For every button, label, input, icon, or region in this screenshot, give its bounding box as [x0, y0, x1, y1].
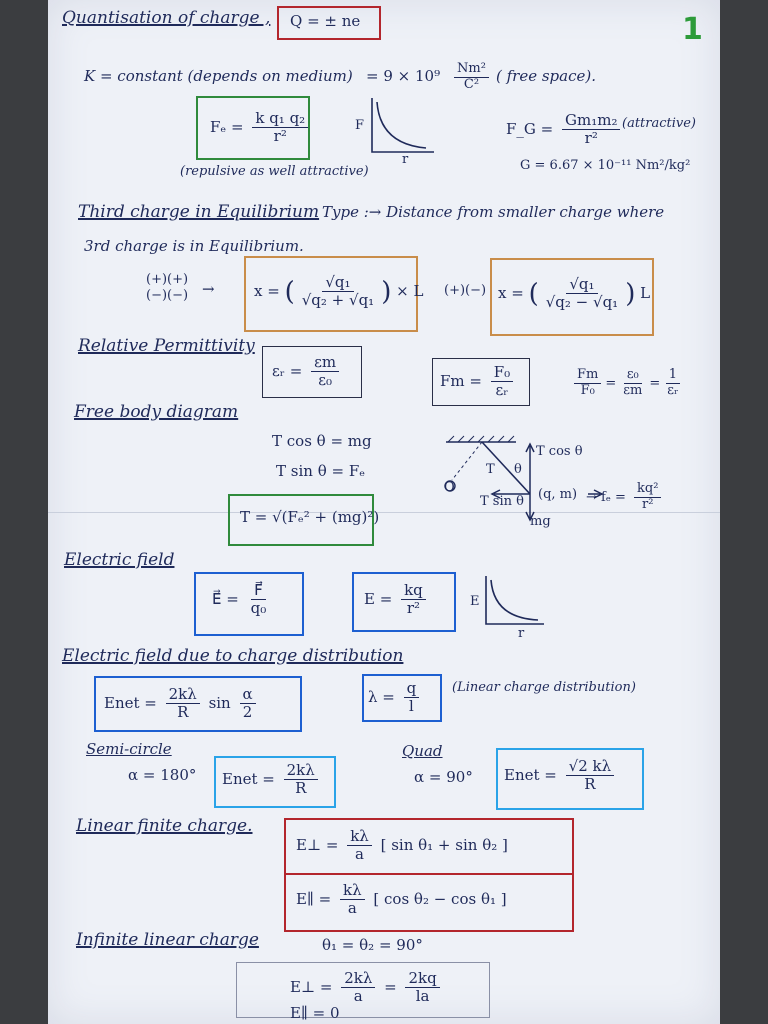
- fbd-fe-num: kq²: [634, 482, 661, 498]
- ratio-c-num: 1: [666, 368, 680, 384]
- quantization-heading: Quantisation of charge ,: [62, 8, 271, 28]
- finite-heading: Linear finite charge.: [76, 816, 253, 836]
- infinite-par: E∥ = 0: [290, 1004, 340, 1022]
- k-note: ( free space).: [496, 67, 597, 85]
- fg-lhs: F_G =: [506, 119, 554, 138]
- graph-f-y-label: F: [355, 118, 365, 133]
- graph-f-x-label: r: [402, 152, 409, 167]
- infinite-heading: Infinite linear charge: [76, 930, 259, 950]
- quantization-formula: Q = ± ne: [290, 12, 361, 30]
- fg-note: (attractive): [622, 116, 697, 131]
- field-num: F⃗: [251, 582, 266, 600]
- enet-sin: sin: [208, 693, 231, 712]
- enet-lhs: Enet =: [104, 693, 157, 712]
- enet-alpha-den: 2: [242, 703, 253, 722]
- er-num: εm: [311, 354, 339, 372]
- quad-enet-den: R: [584, 775, 596, 794]
- fg-den: r²: [584, 129, 598, 148]
- lambda-den: l: [409, 697, 414, 716]
- enet-alpha-num: α: [240, 686, 256, 704]
- enet-den: R: [177, 703, 189, 722]
- like-case-1: (+)(+): [146, 272, 189, 287]
- finite-divider: [286, 873, 572, 875]
- infinite-perp-num: 2kλ: [341, 970, 375, 988]
- g-value: G = 6.67 × 10⁻¹¹ Nm²/kg²: [520, 158, 691, 173]
- finite-perp-den: a: [355, 845, 364, 864]
- fbd-fe-den: r²: [642, 496, 654, 512]
- lambda-num: q: [404, 680, 420, 698]
- quad-enet-num: √2 kλ: [566, 758, 614, 776]
- ratio-a-den: F₀: [580, 382, 595, 398]
- ratio-a-num: Fm: [574, 368, 601, 384]
- infinite-eq: =: [384, 977, 397, 996]
- finite-par-lhs: E∥ =: [296, 889, 332, 908]
- k-unit-num: Nm²: [454, 62, 489, 78]
- infinite-theta: θ₁ = θ₂ = 90°: [322, 936, 423, 954]
- third-charge-type: Type :→ Distance from smaller charge where: [322, 203, 665, 221]
- field-heading: Electric field: [64, 550, 175, 570]
- fm-lhs: Fm =: [440, 371, 482, 390]
- fe-num: k q₁ q₂: [252, 110, 308, 128]
- fg-num: Gm₁m₂: [562, 112, 620, 130]
- field2-den: r²: [406, 599, 421, 618]
- like-case-2: (−)(−): [146, 288, 189, 303]
- er-den: ε₀: [318, 371, 332, 390]
- eq1-den: √q₂ + √q₁: [301, 291, 375, 310]
- label-mg: mg: [530, 514, 551, 529]
- eq2-den: √q₂ − √q₁: [545, 293, 619, 312]
- finite-perp-num: kλ: [347, 828, 372, 846]
- permittivity-heading: Relative Permittivity: [78, 336, 255, 356]
- unlike-case: (+)(−): [444, 283, 487, 298]
- finite-par-num: kλ: [340, 882, 365, 900]
- fbd-eq2: T sin θ = Fₑ: [276, 462, 366, 480]
- ratio-b-num: ε₀: [624, 368, 642, 384]
- eq2-lhs: x =: [498, 283, 524, 302]
- field2-num: kq: [401, 582, 426, 600]
- ratio-b-den: εm: [623, 382, 643, 398]
- finite-par-rhs: [ cos θ₂ − cos θ₁ ]: [373, 889, 507, 908]
- graph-e-x-label: r: [518, 626, 525, 641]
- label-tcos: T cos θ: [536, 444, 583, 459]
- quad-alpha: α = 90°: [414, 768, 473, 786]
- infinite-perp-num2: 2kq: [405, 970, 439, 988]
- field2-lhs: E =: [364, 589, 393, 608]
- finite-par-den: a: [347, 899, 357, 918]
- graph-e-y-label: E: [470, 594, 480, 609]
- semicircle-enet-num: 2kλ: [284, 762, 318, 780]
- semicircle-enet-den: R: [295, 779, 307, 798]
- lambda-note: (Linear charge distribution): [452, 680, 636, 695]
- semicircle-enet-lhs: Enet =: [222, 769, 275, 788]
- eq2-rhs: L: [640, 283, 651, 302]
- fe-note: (repulsive as well attractive): [180, 164, 369, 179]
- k-value: = 9 × 10⁹: [366, 67, 441, 85]
- enet-num: 2kλ: [166, 686, 200, 704]
- fm-num: F₀: [491, 364, 513, 382]
- fbd-fe-lhs: → fₑ =: [586, 489, 626, 505]
- k-unit-den: C²: [463, 76, 480, 92]
- distribution-heading: Electric field due to charge distribution: [62, 646, 404, 666]
- infinite-perp-den: a: [353, 987, 363, 1006]
- field-distance-graph: [482, 574, 548, 630]
- fe-lhs: Fₑ =: [210, 117, 244, 136]
- fe-den: r²: [273, 127, 287, 146]
- k-constant-label: K = constant (depends on medium): [84, 67, 353, 85]
- third-charge-heading: Third charge in Equilibrium: [78, 202, 320, 222]
- third-charge-line2: 3rd charge is in Equilibrium.: [84, 237, 304, 255]
- tension-formula: T = √(Fₑ² + (mg)²): [240, 508, 380, 526]
- label-T: T: [486, 462, 495, 477]
- lambda-lhs: λ =: [368, 687, 395, 706]
- infinite-perp-lhs: E⊥ =: [290, 977, 333, 996]
- eq1-lhs: x =: [254, 281, 280, 300]
- fbd-eq1: T cos θ = mg: [272, 432, 372, 450]
- eq1-rhs: × L: [396, 281, 424, 300]
- quad-enet-lhs: Enet =: [504, 765, 557, 784]
- page-number: 1: [682, 12, 703, 47]
- fbd-heading: Free body diagram: [74, 402, 239, 422]
- semicircle-heading: Semi-circle: [86, 740, 172, 758]
- eq2-num: √q₁: [566, 276, 597, 294]
- field-den: q₀: [250, 599, 267, 618]
- label-charge: (q, m): [538, 487, 578, 502]
- quad-heading: Quad: [402, 742, 443, 760]
- label-o: O: [444, 480, 455, 495]
- finite-perp-lhs: E⊥ =: [296, 835, 339, 854]
- infinite-perp-den2: la: [415, 987, 430, 1006]
- semicircle-alpha: α = 180°: [128, 766, 197, 784]
- field-lhs: E⃗ =: [212, 589, 239, 608]
- force-distance-graph: [368, 96, 438, 158]
- fm-den: εᵣ: [495, 381, 509, 400]
- ratio-c-den: εᵣ: [667, 382, 679, 398]
- case-arrow: →: [202, 280, 215, 298]
- label-tsin: T sin θ: [480, 494, 524, 509]
- eq1-num: √q₁: [322, 274, 353, 292]
- er-lhs: εᵣ =: [272, 361, 303, 380]
- finite-perp-rhs: [ sin θ₁ + sin θ₂ ]: [380, 835, 508, 854]
- label-theta: θ: [514, 462, 522, 477]
